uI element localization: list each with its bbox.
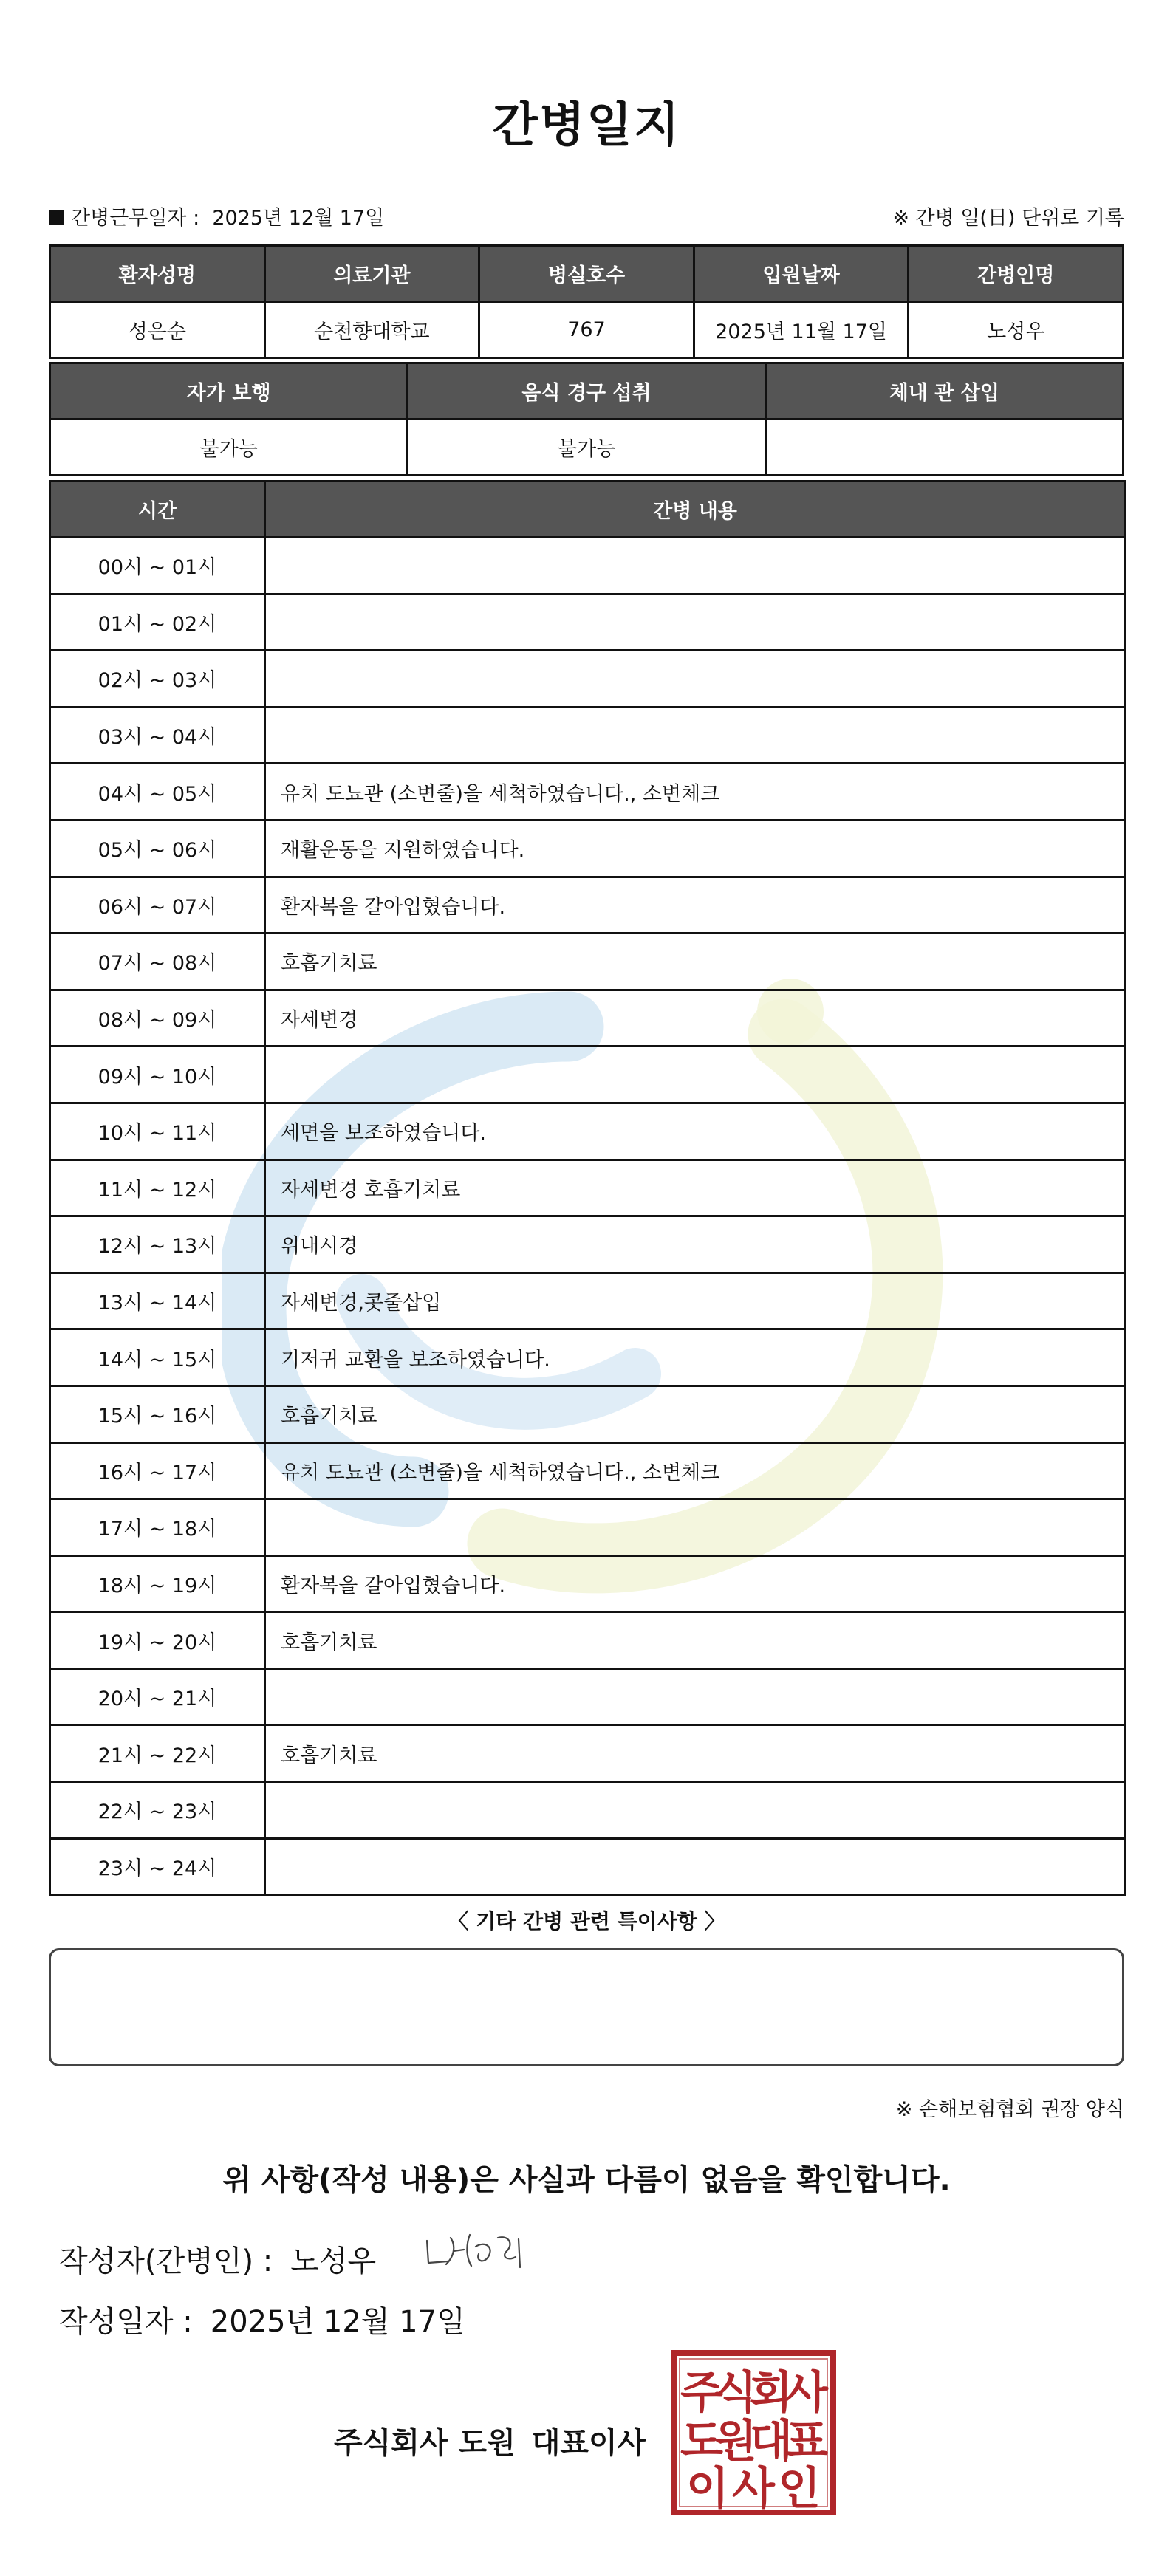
log-time-cell: 11시 ~ 12시 — [50, 1159, 265, 1216]
table-row — [50, 1272, 1126, 1329]
log-time-cell: 01시 ~ 02시 — [50, 594, 265, 651]
svg-text:주: 주 — [680, 2367, 723, 2419]
svg-text:표: 표 — [785, 2416, 828, 2467]
care-log-table — [49, 480, 1126, 1896]
log-time-cell: 14시 ~ 15시 — [50, 1329, 265, 1386]
time-header: 시간 — [50, 482, 265, 538]
log-content-cell — [265, 1046, 1126, 1103]
walking-status: 불가능 — [50, 419, 408, 476]
table-row — [50, 651, 1126, 708]
log-content-cell — [265, 1499, 1126, 1556]
patient-name: 성은순 — [50, 302, 265, 358]
notes-title: 〈 기타 간병 관련 특이사항 〉 — [448, 1909, 725, 1933]
info-header: 의료기관 — [264, 246, 479, 302]
table-row — [50, 1668, 1126, 1725]
log-time-cell: 17시 ~ 18시 — [50, 1499, 265, 1556]
table-row — [50, 594, 1126, 651]
table-row — [50, 1555, 1126, 1612]
status-header: 자가 보행 — [50, 363, 408, 419]
log-content-cell: 세면을 보조하였습니다. — [265, 1103, 1126, 1159]
info-header: 간병인명 — [909, 246, 1124, 302]
log-time-cell: 23시 ~ 24시 — [50, 1838, 265, 1895]
log-content-cell: 환자복을 갈아입혔습니다. — [265, 1555, 1126, 1612]
table-row — [50, 990, 1126, 1046]
svg-text:사: 사 — [732, 2463, 775, 2515]
log-content-cell — [265, 1782, 1126, 1839]
patient-info-table — [49, 244, 1124, 359]
notes-box — [49, 1948, 1124, 2066]
hospital-name: 순천향대학교 — [264, 302, 479, 358]
form-source-note: ※ 손해보험협회 권장 양식 — [895, 2098, 1124, 2121]
table-row — [50, 707, 1126, 764]
patient-status-table — [49, 362, 1124, 476]
svg-text:인: 인 — [778, 2463, 821, 2515]
table-row — [50, 1782, 1126, 1839]
log-time-cell: 22시 ~ 23시 — [50, 1782, 265, 1839]
table-row — [50, 1725, 1126, 1782]
log-content-cell — [265, 707, 1126, 764]
handwritten-signature — [421, 2224, 539, 2276]
table-row — [50, 820, 1126, 877]
log-content-cell — [265, 594, 1126, 651]
log-content-cell: 환자복을 갈아입혔습니다. — [265, 877, 1126, 934]
table-row — [50, 1159, 1126, 1216]
tube-insertion-status — [765, 419, 1123, 476]
work-date-label: 간병근무일자 : — [71, 207, 200, 230]
table-row — [50, 1838, 1126, 1895]
log-time-cell: 13시 ~ 14시 — [50, 1272, 265, 1329]
care-log-body — [50, 538, 1126, 1895]
log-content-cell: 호흡기치료 — [265, 1612, 1126, 1669]
log-content-cell: 호흡기치료 — [265, 1725, 1126, 1782]
info-header: 병실호수 — [479, 246, 694, 302]
log-content-cell: 자세변경,콧줄삽입 — [265, 1272, 1126, 1329]
company-signature-line — [334, 2419, 662, 2462]
svg-text:회: 회 — [750, 2367, 793, 2419]
writer-label: 작성자(간병인) : — [59, 2244, 273, 2278]
log-content-cell: 재활운동을 지원하였습니다. — [265, 820, 1126, 877]
writer-line — [59, 2238, 376, 2280]
table-row — [50, 1442, 1126, 1499]
log-content-cell: 호흡기치료 — [265, 1385, 1126, 1442]
svg-text:도: 도 — [680, 2416, 723, 2467]
written-date-value: 2025년 12월 17일 — [210, 2305, 465, 2339]
log-time-cell: 12시 ~ 13시 — [50, 1216, 265, 1273]
log-time-cell: 05시 ~ 06시 — [50, 820, 265, 877]
confirmation-statement: 위 사항(작성 내용)은 사실과 다름이 없음을 확인합니다. — [222, 2163, 951, 2197]
log-content-cell — [265, 651, 1126, 708]
table-row — [50, 1103, 1126, 1159]
log-content-cell — [265, 1668, 1126, 1725]
log-time-cell: 02시 ~ 03시 — [50, 651, 265, 708]
log-content-cell: 자세변경 호흡기치료 — [265, 1159, 1126, 1216]
info-header: 환자성명 — [50, 246, 265, 302]
table-row — [50, 1216, 1126, 1273]
admission-date: 2025년 11월 17일 — [694, 302, 909, 358]
log-content-cell: 기저귀 교환을 보조하였습니다. — [265, 1329, 1126, 1386]
table-row — [50, 1499, 1126, 1556]
oral-intake-status: 불가능 — [408, 419, 765, 476]
status-header: 음식 경구 섭취 — [408, 363, 765, 419]
log-time-cell: 06시 ~ 07시 — [50, 877, 265, 934]
table-row — [50, 764, 1126, 821]
log-time-cell: 21시 ~ 22시 — [50, 1725, 265, 1782]
table-row — [50, 1612, 1126, 1669]
table-row — [50, 538, 1126, 595]
log-time-cell: 04시 ~ 05시 — [50, 764, 265, 821]
log-time-cell: 18시 ~ 19시 — [50, 1555, 265, 1612]
status-header: 체내 관 삽입 — [765, 363, 1123, 419]
writer-name: 노성우 — [290, 2244, 377, 2278]
svg-text:사: 사 — [785, 2367, 828, 2419]
log-content-cell: 자세변경 — [265, 990, 1126, 1046]
log-content-cell: 유치 도뇨관 (소변줄)을 세척하였습니다., 소변체크 — [265, 764, 1126, 821]
unit-note: ※ 간병 일(日) 단위로 기록 — [892, 207, 1124, 230]
table-row — [50, 934, 1126, 990]
written-date-line — [59, 2298, 465, 2340]
log-content-cell: 호흡기치료 — [265, 934, 1126, 990]
room-number: 767 — [479, 302, 694, 358]
svg-text:대: 대 — [750, 2416, 793, 2467]
log-time-cell: 10시 ~ 11시 — [50, 1103, 265, 1159]
company-name: 주식회사 도원 — [334, 2426, 516, 2460]
log-time-cell: 03시 ~ 04시 — [50, 707, 265, 764]
content-header: 간병 내용 — [265, 482, 1126, 538]
document-title: 간병일지 — [492, 98, 681, 153]
company-seal-stamp — [669, 2349, 838, 2517]
svg-text:원: 원 — [714, 2416, 757, 2467]
square-bullet-icon — [49, 210, 64, 225]
log-time-cell: 19시 ~ 20시 — [50, 1612, 265, 1669]
table-row — [50, 1329, 1126, 1386]
svg-text:이: 이 — [686, 2463, 729, 2515]
caregiver-name: 노성우 — [909, 302, 1124, 358]
log-time-cell: 16시 ~ 17시 — [50, 1442, 265, 1499]
log-time-cell: 15시 ~ 16시 — [50, 1385, 265, 1442]
log-time-cell: 08시 ~ 09시 — [50, 990, 265, 1046]
work-date-line — [49, 202, 384, 230]
table-row — [50, 1385, 1126, 1442]
log-time-cell: 09시 ~ 10시 — [50, 1046, 265, 1103]
log-content-cell — [265, 1838, 1126, 1895]
log-time-cell: 20시 ~ 21시 — [50, 1668, 265, 1725]
svg-text:식: 식 — [714, 2367, 757, 2419]
table-row — [50, 877, 1126, 934]
work-date-value: 2025년 12월 17일 — [212, 207, 385, 230]
table-row — [50, 1046, 1126, 1103]
log-content-cell: 유치 도뇨관 (소변줄)을 세척하였습니다., 소변체크 — [265, 1442, 1126, 1499]
company-title: 대표이사 — [531, 2426, 646, 2460]
log-time-cell: 00시 ~ 01시 — [50, 538, 265, 595]
log-content-cell — [265, 538, 1126, 595]
log-time-cell: 07시 ~ 08시 — [50, 934, 265, 990]
written-date-label: 작성일자 : — [59, 2305, 193, 2339]
info-header: 입원날짜 — [694, 246, 909, 302]
log-content-cell: 위내시경 — [265, 1216, 1126, 1273]
